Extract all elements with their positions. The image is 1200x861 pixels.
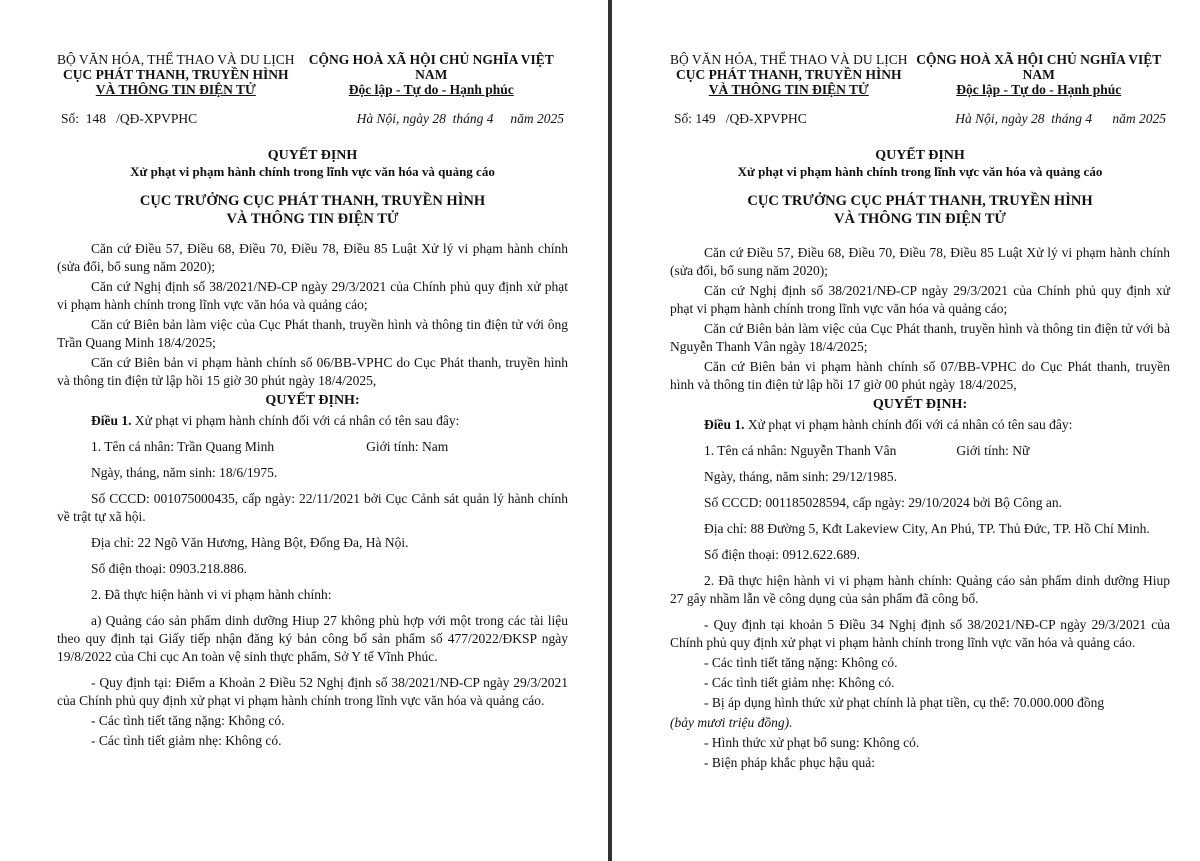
document-number-date <box>670 111 1170 127</box>
article-1 <box>57 412 568 430</box>
person-gender: Giới tính: Nữ <box>956 443 1030 458</box>
legal-basis-3: Căn cứ Biên bản làm việc của Cục Phát thanh, truyền hình và thông tin điện tử với ông Trần Quang Minh 18/4/2025; <box>57 317 568 350</box>
legal-basis-3: Căn cứ Biên bản làm việc của Cục Phát thanh, truyền hình và thông tin điện tử với bà Nguyễn Thanh Vân ngày 18/4/2025; <box>670 321 1170 354</box>
address: Địa chỉ: 22 Ngõ Văn Hương, Hàng Bột, Đống Đa, Hà Nội. <box>91 535 409 550</box>
regulation: - Quy định tại khoản 5 Điều 34 Nghị định số 38/2021/NĐ-CP ngày 29/3/2021 của Chính phủ quy định xử phạt vi phạm hành chính trong lĩnh vực văn hóa và quảng cáo. <box>670 617 1170 650</box>
agency-name-line1: CỤC PHÁT THANH, TRUYỀN HÌNH <box>676 67 902 82</box>
article-1 <box>670 416 1170 434</box>
decision-heading: QUYẾT ĐỊNH: <box>872 397 968 412</box>
penalty-in-words: (bảy mươi triệu đồng). <box>670 715 793 730</box>
legal-basis-1: Căn cứ Điều 57, Điều 68, Điều 70, Điều 78, Điều 85 Luật Xử lý vi phạm hành chính (sửa đổi, bổ sung năm 2020); <box>670 245 1170 278</box>
nation-name: CỘNG HOÀ XÃ HỘI CHỦ NGHĨA VIỆT NAM <box>916 52 1162 82</box>
decision-heading: QUYẾT ĐỊNH: <box>265 393 360 408</box>
article-1-label: Điều 1. <box>91 413 132 428</box>
person-name: 1. Tên cá nhân: Trần Quang Minh <box>91 439 275 454</box>
national-title-block <box>908 52 1170 97</box>
document-title: QUYẾT ĐỊNH <box>875 148 965 163</box>
document-subtitle: Xử phạt vi phạm hành chính trong lĩnh vực văn hóa và quảng cáo <box>737 164 1103 179</box>
mitigating-circumstances: - Các tình tiết giảm nhẹ: Không có. <box>91 733 282 748</box>
additional-penalty: - Hình thức xử phạt bổ sung: Không có. <box>704 735 920 750</box>
authority-line1: CỤC TRƯỞNG CỤC PHÁT THANH, TRUYỀN HÌNH <box>747 193 1093 209</box>
legal-basis-4: Căn cứ Biên bản vi phạm hành chính số 06/BB-VPHC do Cục Phát thanh, truyền hình và thông tin điện tử lập hồi 15 giờ 30 phút ngày 18/4/2025, <box>57 355 568 388</box>
document-number: Số: 149 /QĐ-XPVPHC <box>674 111 807 126</box>
phone-number: Số điện thoại: 0903.218.886. <box>91 561 247 576</box>
aggravating-circumstances: - Các tình tiết tăng nặng: Không có. <box>91 713 285 728</box>
aggravating-circumstances: - Các tình tiết tăng nặng: Không có. <box>704 655 898 670</box>
legal-basis-2: Căn cứ Nghị định số 38/2021/NĐ-CP ngày 29/3/2021 của Chính phủ quy định xử phạt vi phạm hành chính trong lĩnh vực văn hóa và quảng cáo; <box>57 279 568 312</box>
legal-basis-2: Căn cứ Nghị định số 38/2021/NĐ-CP ngày 29/3/2021 của Chính phủ quy định xử phạt vi phạm hành chính trong lĩnh vực văn hóa và quảng cáo; <box>670 283 1170 316</box>
violation: 2. Đã thực hiện hành vi vi phạm hành chính: Quảng cáo sản phẩm dinh dưỡng Hiup 27 gây nhầm lẫn về công dụng của sản phẩm đã công bố. <box>670 573 1170 606</box>
issuing-agency-block <box>57 52 295 97</box>
national-title-block <box>295 52 568 97</box>
document-number: Số: 148 /QĐ-XPVPHC <box>61 111 198 126</box>
ministry-name: BỘ VĂN HÓA, THỂ THAO VÀ DU LỊCH <box>57 52 295 67</box>
national-motto: Độc lập - Tự do - Hạnh phúc <box>956 82 1122 97</box>
person-name-row <box>57 438 568 456</box>
document-header <box>57 52 568 97</box>
document-body <box>670 244 1170 772</box>
remedial-measures: - Biện pháp khắc phục hậu quả: <box>704 755 875 770</box>
person-gender: Giới tính: Nam <box>366 439 449 454</box>
document-body <box>57 240 568 750</box>
article-1-text: Xử phạt vi phạm hành chính đối với cá nhân có tên sau đây: <box>131 413 460 428</box>
document-title: QUYẾT ĐỊNH <box>267 148 358 163</box>
date-of-birth: Ngày, tháng, năm sinh: 18/6/1975. <box>91 465 278 480</box>
person-name-row <box>670 442 1170 460</box>
main-penalty <box>670 694 1170 712</box>
nation-name: CỘNG HOÀ XÃ HỘI CHỦ NGHĨA VIỆT NAM <box>308 52 554 82</box>
legal-basis-4: Căn cứ Biên bản vi phạm hành chính số 07/BB-VPHC do Cục Phát thanh, truyền hình và thông tin điện tử lập hồi 17 giờ 00 phút ngày 18/4/2025, <box>670 359 1170 392</box>
address: Địa chỉ: 88 Đường 5, Kđt Lakeview City, An Phú, TP. Thủ Đức, TP. Hồ Chí Minh. <box>704 521 1150 536</box>
national-motto: Độc lập - Tự do - Hạnh phúc <box>348 82 514 97</box>
agency-name-line2: VÀ THÔNG TIN ĐIỆN TỬ <box>708 82 869 97</box>
violation-intro: 2. Đã thực hiện hành vi vi phạm hành chính: <box>91 587 332 602</box>
document-page-149 <box>612 0 1200 861</box>
agency-name-line2: VÀ THÔNG TIN ĐIỆN TỬ <box>95 82 256 97</box>
ministry-name: BỘ VĂN HÓA, THỂ THAO VÀ DU LỊCH <box>670 52 908 67</box>
document-date: Hà Nội, ngày 28 tháng 4 năm 2025 <box>356 111 564 126</box>
document-number-date <box>57 111 568 127</box>
issuing-agency-block <box>670 52 908 97</box>
person-name: 1. Tên cá nhân: Nguyễn Thanh Vân <box>704 443 897 458</box>
document-header <box>670 52 1170 97</box>
article-1-text: Xử phạt vi phạm hành chính đối với cá nhân có tên sau đây: <box>744 417 1073 432</box>
agency-name-line1: CỤC PHÁT THANH, TRUYỀN HÌNH <box>63 67 289 82</box>
phone-number: Số điện thoại: 0912.622.689. <box>704 547 860 562</box>
issuing-authority <box>57 192 568 228</box>
document-date: Hà Nội, ngày 28 tháng 4 năm 2025 <box>955 111 1166 126</box>
main-penalty-text: - Bị áp dụng hình thức xử phạt chính là phạt tiền, cụ thể: 70.000.000 đồng <box>704 695 1105 710</box>
issuing-authority <box>670 192 1170 228</box>
date-of-birth: Ngày, tháng, năm sinh: 29/12/1985. <box>704 469 897 484</box>
authority-line2: VÀ THÔNG TIN ĐIỆN TỬ <box>834 211 1006 227</box>
id-card: Số CCCD: 001185028594, cấp ngày: 29/10/2024 bởi Bộ Công an. <box>704 495 1063 510</box>
id-card: Số CCCD: 001075000435, cấp ngày: 22/11/2021 bởi Cục Cảnh sát quản lý hành chính về trật tự xã hội. <box>57 491 568 524</box>
regulation: - Quy định tại: Điểm a Khoản 2 Điều 52 Nghị định số 38/2021/NĐ-CP ngày 29/3/2021 của Chính phủ quy định xử phạt vi phạm hành chính trong lĩnh vực văn hóa và quảng cáo. <box>57 675 568 708</box>
authority-line2: VÀ THÔNG TIN ĐIỆN TỬ <box>226 211 399 227</box>
violation-a: a) Quảng cáo sản phẩm dinh dưỡng Hiup 27 không phù hợp với một trong các tài liệu theo quy định tại Giấy tiếp nhận đăng ký bản công bố sản phẩm số 477/2022/ĐKSP ngày 19/8/2022 của Chi cục An toàn vệ sinh thực phẩm, Sở Y tế Vĩnh Phúc. <box>57 613 568 664</box>
legal-basis-1: Căn cứ Điều 57, Điều 68, Điều 70, Điều 78, Điều 85 Luật Xử lý vi phạm hành chính (sửa đổi, bổ sung năm 2020); <box>57 241 568 274</box>
document-subtitle: Xử phạt vi phạm hành chính trong lĩnh vực văn hóa và quảng cáo <box>130 164 495 179</box>
authority-line1: CỤC TRƯỞNG CỤC PHÁT THANH, TRUYỀN HÌNH <box>139 193 486 209</box>
article-1-label: Điều 1. <box>704 417 745 432</box>
mitigating-circumstances: - Các tình tiết giảm nhẹ: Không có. <box>704 675 895 690</box>
